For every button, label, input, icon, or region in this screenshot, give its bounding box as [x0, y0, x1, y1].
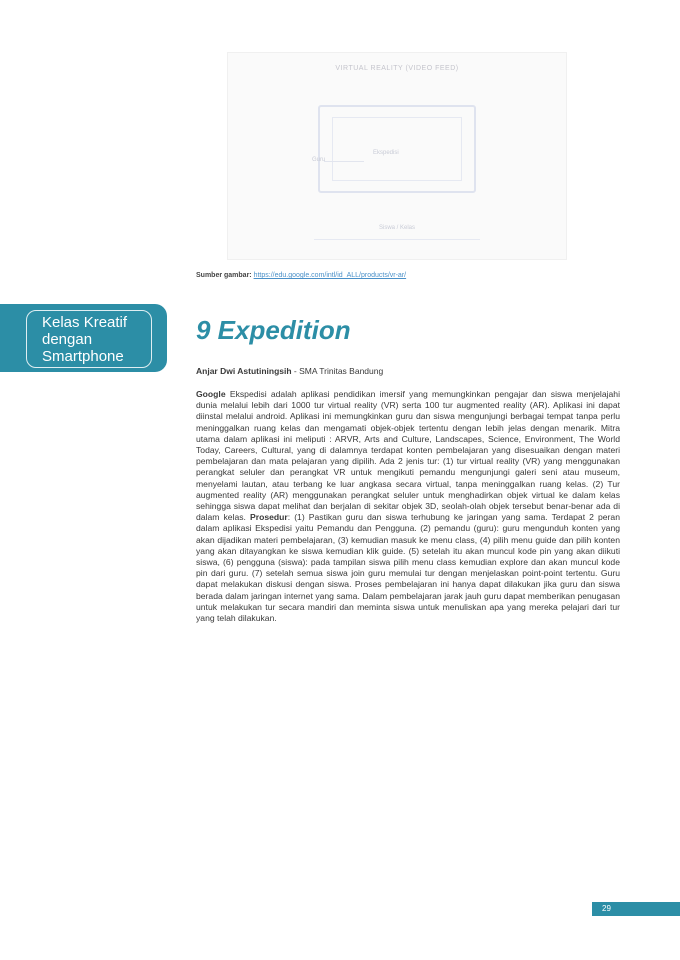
badge-line-2: dengan	[42, 331, 93, 348]
body-paragraph	[196, 389, 620, 899]
source-label: Sumber gambar:	[196, 272, 252, 279]
section-title: 9 Expedition	[196, 315, 351, 345]
body-text-part-b: : (1) Pastikan guru dan siswa terhubung ke jaringan yang sama. Terdapat 2 peran dalam aplikasi Ekspedisi yaitu Pemandu dan Pengguna. (2) pemandu (guru): guru mengunduh konten yang akan dijadikan materi pembelajaran, (3) kemudian masuk ke menu class, (4) pilih menu guide dan pilih konten yang akan ditayangkan ke siswa kemudian klik guide. (5) setelah itu akan muncul kode pin yang akan diikuti siswa, (6) pengguna (siswa): pada tampilan siswa pilih menu class kemudian explore dan akan muncul kode pin dari guru. (7) setelah semua siswa join guru memulai tur dengan menjelaskan point-point tertentu. Guru dapat melakukan diskusi dengan siswa. Proses pembelajaran ini hanya dapat dilakukan jika guru dan siswa berada dalam jaringan internet yang sama. Dalam pembelajaran jarak jauh guru dapat memberikan penugasan untuk melakukan tur secara mandiri dan meminta siswa untuk menuliskan apa yang mereka pelajari dari tur yang telah dilakukan.	[196, 512, 620, 624]
figure-bottom-label: Siswa / Kelas	[378, 225, 415, 231]
author-school: - SMA Trinitas Bandung	[291, 366, 384, 376]
body-text-part-a: Ekspedisi adalah aplikasi pendidikan imersif yang memungkinkan pengajar dan siswa menjelajahi dunia melalui lebih dari 1000 tur virtual reality (VR) serta 100 tur augmented reality (AR). Aplikasi ini dapat diinstal melalui android. Aplikasi ini memungkinkan guru dan siswa mengunjungi berbagai tempat tanpa perlu meninggalkan ruang kelas dan mengamati objek-objek tertentu dengan lebih jelas dengan menarik. Mitra utama dalam aplikasi ini meliputi : ARVR, Arts and Culture, Landscapes, Science, Environment, The World Today, Careers, Cultural, yang di dalamnya terdapat konten pembelajaran yang disesuaikan dengan materi pembelajaran dan mata pelajaran yang dipilih. Ada 2 jenis tur: (1) tur virtual reality (VR) yang menggunakan perangkat seluler dan perangkat VR untuk mengikuti pemandu mengunjungi galeri seni atau museum, menyelami lautan, atau terbang ke luar angkasa secara virtual, tanpa meninggalkan ruang kelas. (2) Tur augmented reality (AR) menggunakan perangkat seluler untuk menghadirkan objek virtual ke dalam kelas sehingga siswa dapat melihat dan berjalan di sekitar objek 3D, seolah-olah objek tersebut benar-benar ada di dalam kelas.	[196, 389, 620, 523]
figure-inner-label: Ekspedisi	[373, 150, 399, 156]
figure-connector	[324, 161, 364, 162]
figure-title: VIRTUAL REALITY (VIDEO FEED)	[335, 65, 459, 72]
figure-side-label: Guru	[312, 157, 326, 163]
lead-term: Google	[196, 389, 226, 399]
page-number: 29	[592, 902, 680, 916]
figure-inner-frame	[332, 117, 462, 181]
figure-image	[227, 52, 567, 260]
source-link[interactable]: https://edu.google.com/intl/id_ALL/products/vr-ar/	[253, 272, 407, 279]
badge-text	[42, 314, 162, 365]
author-name: Anjar Dwi Astutiningsih	[196, 366, 292, 376]
figure-bottom-line	[314, 239, 480, 240]
image-source-caption	[196, 272, 406, 279]
badge-line-1: Kelas Kreatif	[42, 314, 128, 331]
author-line	[196, 366, 383, 376]
chapter-badge	[0, 304, 167, 372]
figure-frame	[318, 105, 476, 193]
badge-line-3: Smartphone	[42, 348, 124, 365]
procedure-term: Prosedur	[250, 512, 288, 523]
